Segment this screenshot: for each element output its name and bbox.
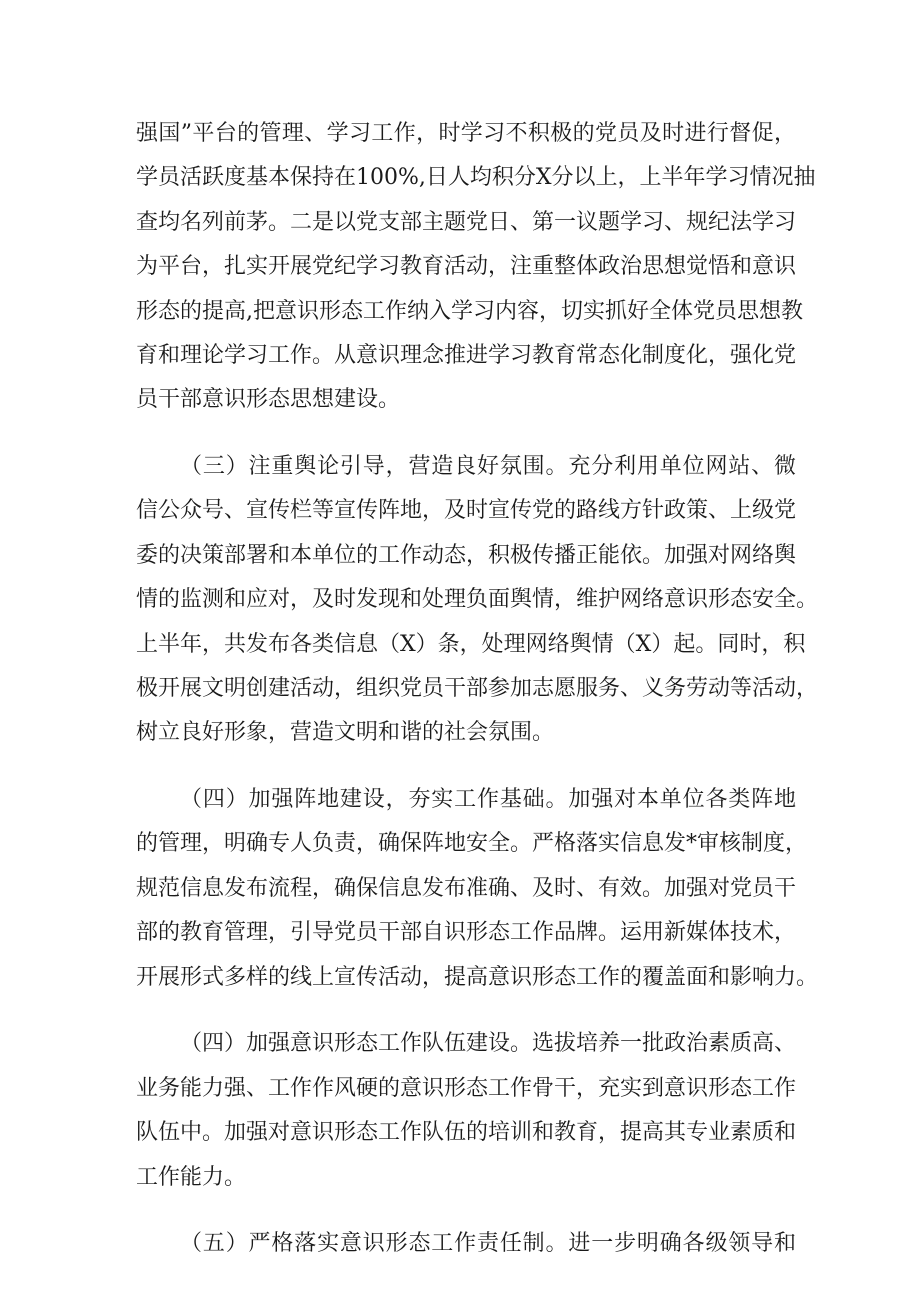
text-line: 为平台，扎实开展党纪学习教育活动，注重整体政治思想觉悟和意识 <box>136 254 797 279</box>
text-line: 工作能力。 <box>136 1165 247 1190</box>
text-line: 形态的提高,把意识形态工作纳入学习内容，切实抓好全体党员思想教 <box>136 299 803 324</box>
text-line: 查均名列前茅。二是以党支部主题党日、第一议题学习、规纪法学习 <box>136 210 797 235</box>
text-line: 极开展文明创建活动，组织党员干部参加志愿服务、义务劳动等活动， <box>136 676 819 701</box>
text-line: 树立良好形象，营造文明和谐的社会氛围。 <box>136 720 555 745</box>
text-line: 员干部意识形态思想建设。 <box>136 387 401 412</box>
text-line: 开展形式多样的线上宣传活动，提高意识形态工作的覆盖面和影响力。 <box>136 965 819 990</box>
paragraph-first-line: （四）加强阵地建设，夯实工作基础。加强对本单位各类阵地 <box>180 787 796 812</box>
text-line: 育和理论学习工作。从意识理念推进学习教育常态化制度化，强化党 <box>136 343 797 368</box>
text-line: 委的决策部署和本单位的工作动态，积极传播正能依。加强对网络舆 <box>136 543 797 568</box>
text-line: 情的监测和应对，及时发现和处理负面舆情，维护网络意识形态安全。 <box>136 587 819 612</box>
text-line: 队伍中。加强对意识形态工作队伍的培训和教育，提高其专业素质和 <box>136 1120 797 1145</box>
text-line: 强国”平台的管理、学习工作，时学习不积极的党员及时进行督促， <box>136 121 796 146</box>
text-line: 业务能力强、工作作风硬的意识形态工作骨干，充实到意识形态工作 <box>136 1076 797 1101</box>
text-line: 上半年，共发布各类信息（X）条，处理网络舆情（X）起。同时，积 <box>136 632 806 657</box>
text-line: 部的教育管理，引导党员干部自识形态工作品牌。运用新媒体技术， <box>136 920 797 945</box>
text-line: 学员活跃度基本保持在100%,日人均积分X分以上，上半年学习情况抽 <box>136 165 816 190</box>
paragraph-first-line: （三）注重舆论引导，营造良好氛围。充分利用单位网站、微 <box>180 454 796 479</box>
text-line: 规范信息发布流程，确保信息发布准确、及时、有效。加强对党员干 <box>136 876 797 901</box>
text-line: 的管理，明确专人负责，确保阵地安全。严格落实信息发*审核制度， <box>136 831 808 856</box>
text-line: 信公众号、宣传栏等宣传阵地，及时宣传党的路线方针政策、上级党 <box>136 498 797 523</box>
paragraph-first-line: （四）加强意识形态工作队伍建设。选拔培养一批政治素质高、 <box>180 1031 797 1056</box>
paragraph-first-line: （五）严格落实意识形态工作责任制。进一步明确各级领导和 <box>180 1231 796 1256</box>
